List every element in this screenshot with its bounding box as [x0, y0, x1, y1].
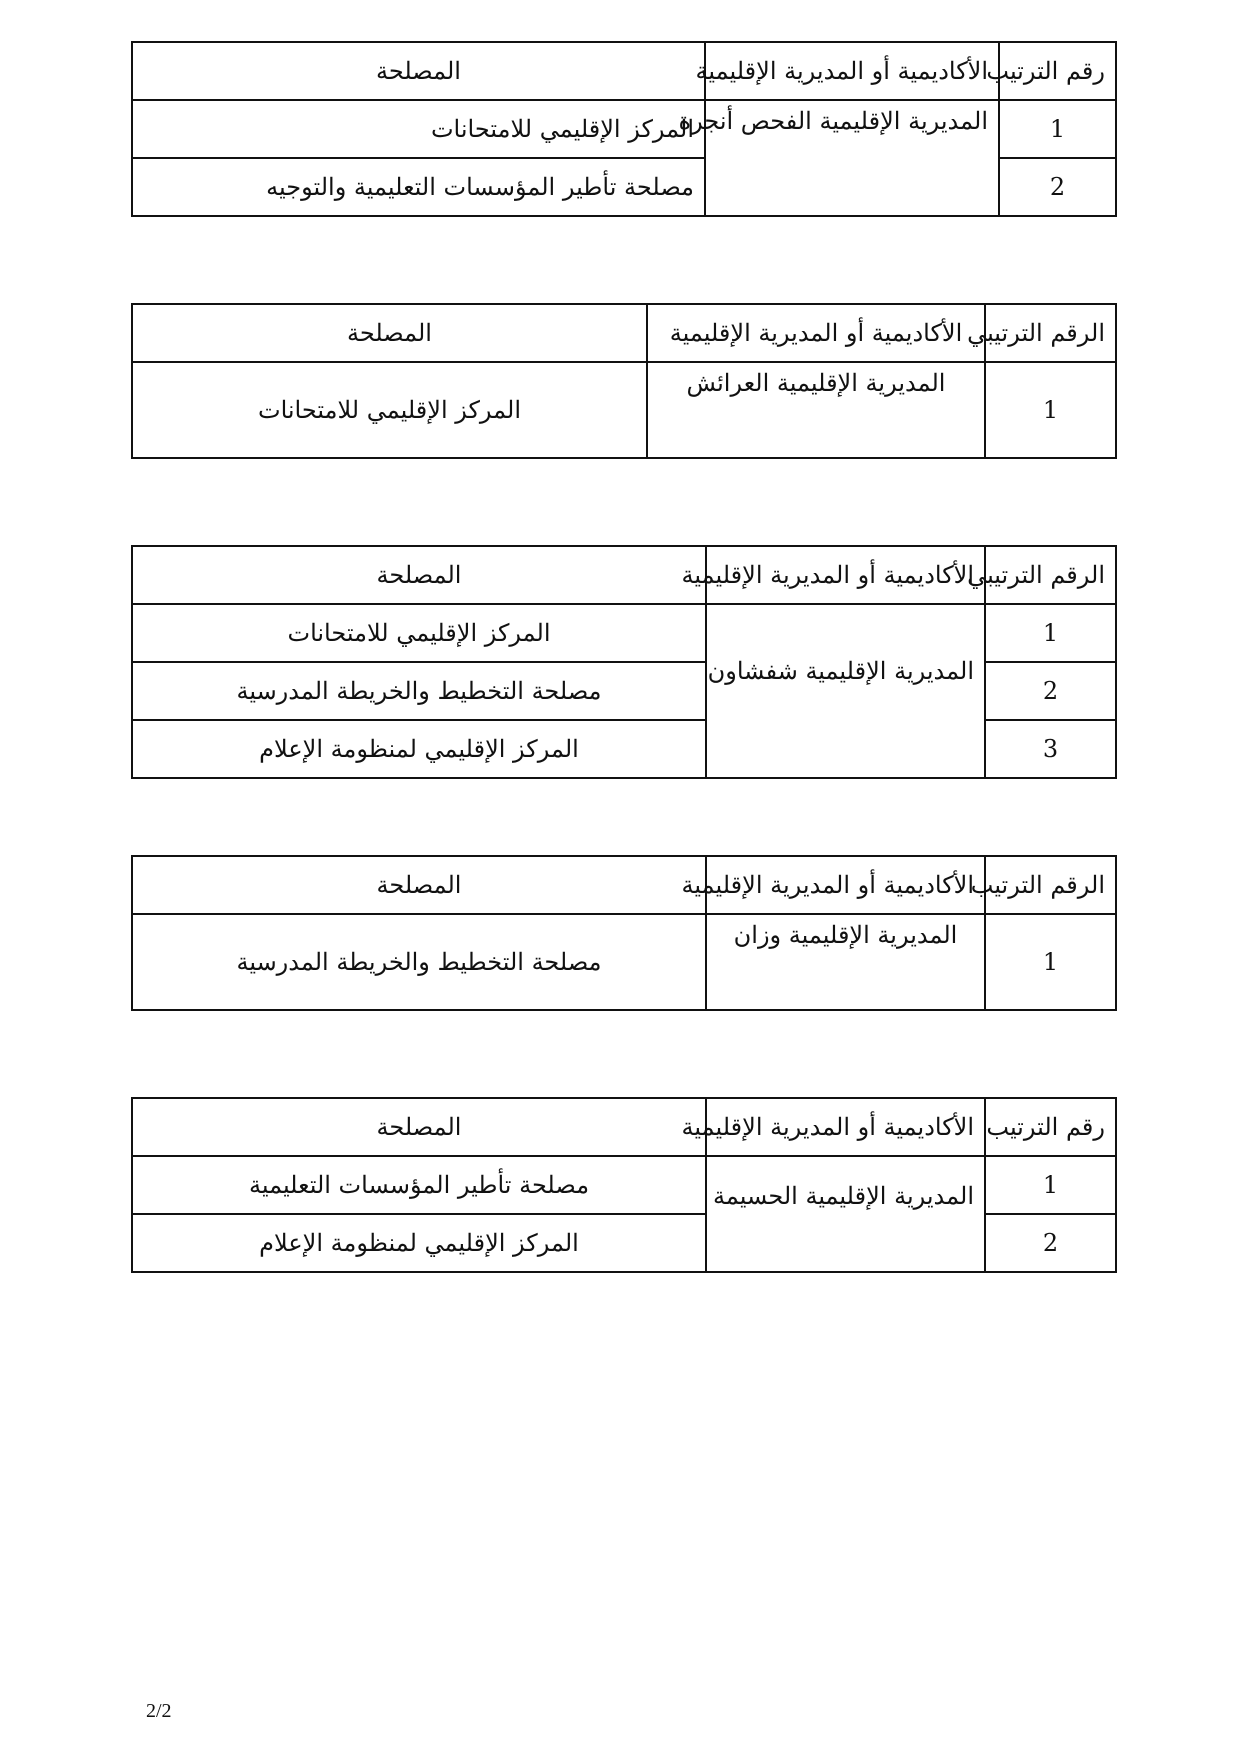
header-directorate: الأكاديمية أو المديرية الإقليمية — [647, 304, 985, 362]
directorate-cell: المديرية الإقليمية شفشاون — [706, 604, 985, 778]
header-service: المصلحة — [132, 42, 705, 100]
service-cell: المركز الإقليمي للامتحانات — [132, 604, 706, 662]
service-cell: مصلحة التخطيط والخريطة المدرسية — [132, 662, 706, 720]
service-cell: مصلحة تأطير المؤسسات التعليمية والتوجيه — [132, 158, 705, 216]
header-service: المصلحة — [132, 304, 647, 362]
service-cell: المركز الإقليمي لمنظومة الإعلام — [132, 720, 706, 778]
row-number: 1 — [985, 604, 1116, 662]
header-service: المصلحة — [132, 1098, 706, 1156]
directorate-cell: المديرية الإقليمية وزان — [706, 914, 985, 1010]
directorate-cell: المديرية الإقليمية العرائش — [647, 362, 985, 458]
service-cell: المركز الإقليمي لمنظومة الإعلام — [132, 1214, 706, 1272]
row-number: 3 — [985, 720, 1116, 778]
header-directorate: الأكاديمية أو المديرية الإقليمية — [706, 856, 985, 914]
header-num: الرقم الترتيبي — [985, 304, 1116, 362]
header-num: رقم الترتيب — [999, 42, 1116, 100]
service-cell: مصلحة تأطير المؤسسات التعليمية — [132, 1156, 706, 1214]
row-number: 1 — [985, 362, 1116, 458]
table-5 — [131, 1097, 1117, 1273]
header-num: رقم الترتيب — [985, 1098, 1116, 1156]
service-cell: المركز الإقليمي للامتحانات — [132, 100, 705, 158]
table-1 — [131, 41, 1117, 217]
row-number: 1 — [985, 914, 1116, 1010]
table-3 — [131, 545, 1117, 779]
row-number: 1 — [985, 1156, 1116, 1214]
header-directorate: الأكاديمية أو المديرية الإقليمية — [705, 42, 999, 100]
header-num: الرقم الترتيب — [985, 856, 1116, 914]
page-number: 2/2 — [146, 1700, 172, 1722]
header-directorate: الأكاديمية أو المديرية الإقليمية — [706, 546, 985, 604]
service-cell: المركز الإقليمي للامتحانات — [132, 362, 647, 458]
directorate-cell: المديرية الإقليمية الفحص أنجرة — [705, 100, 999, 216]
row-number: 2 — [985, 662, 1116, 720]
header-service: المصلحة — [132, 546, 706, 604]
row-number: 2 — [999, 158, 1116, 216]
service-cell: مصلحة التخطيط والخريطة المدرسية — [132, 914, 706, 1010]
row-number: 2 — [985, 1214, 1116, 1272]
directorate-cell: المديرية الإقليمية الحسيمة — [706, 1156, 985, 1272]
header-directorate: الأكاديمية أو المديرية الإقليمية — [706, 1098, 985, 1156]
row-number: 1 — [999, 100, 1116, 158]
header-num: الرقم الترتيبي — [985, 546, 1116, 604]
table-4 — [131, 855, 1117, 1011]
header-service: المصلحة — [132, 856, 706, 914]
table-2 — [131, 303, 1117, 459]
